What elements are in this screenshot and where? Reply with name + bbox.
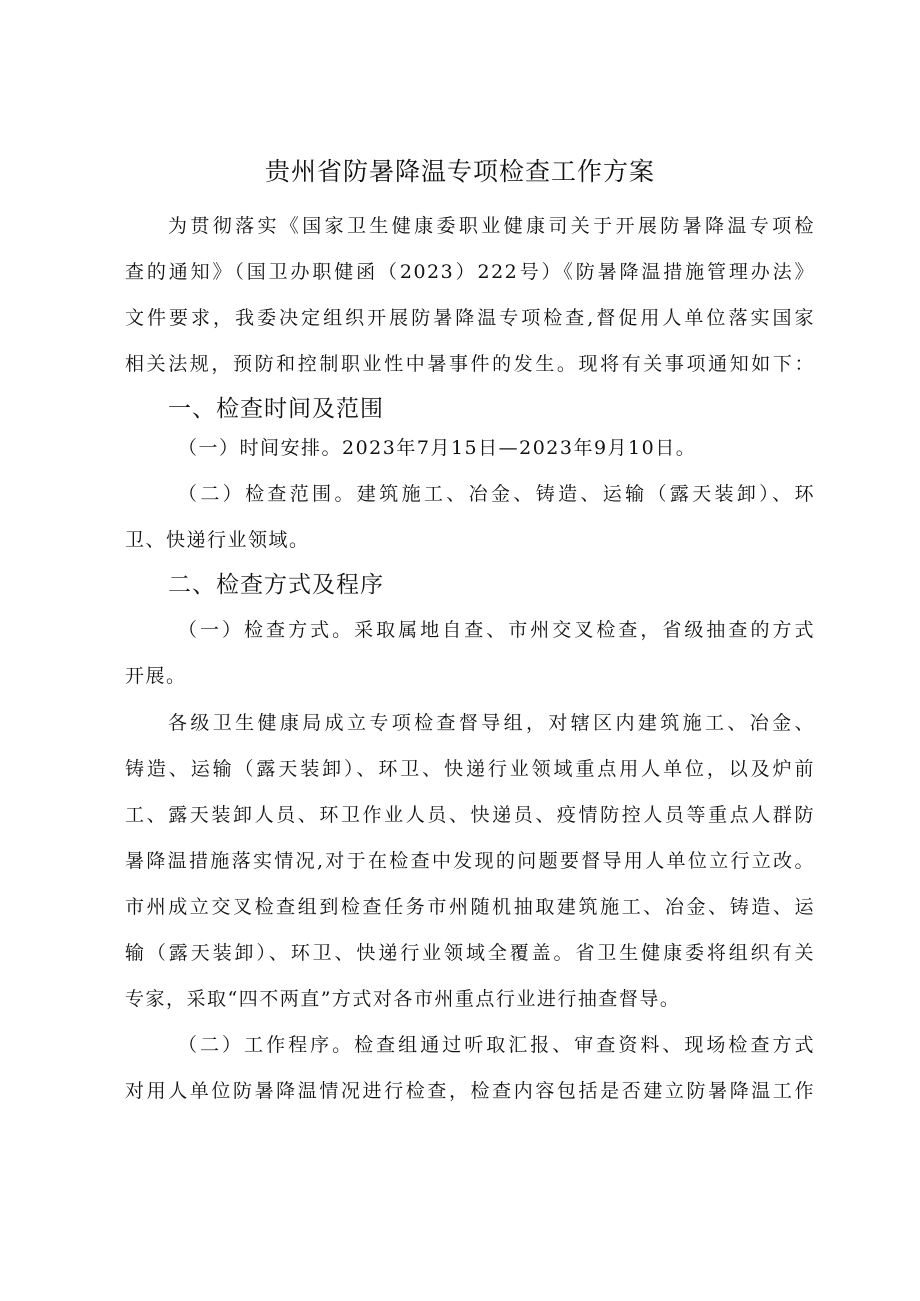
section2-para-line-6: 输（露天装卸）、环卫、快递行业领域全覆盖。省卫生健康委将组织有关 [125, 942, 815, 964]
intro-line-3: 文件要求，我委决定组织开展防暑降温专项检查,督促用人单位落实国家 [125, 307, 815, 329]
section1-item1-line-1: （一）时间安排。2023年7月15日—2023年9月10日。 [178, 437, 697, 459]
section2-item2-line-2: 对用人单位防暑降温情况进行检查，检查内容包括是否建立防暑降温工作 [125, 1080, 815, 1102]
section2-para-line-7: 专家，采取“四不两直”方式对各市州重点行业进行抽查督导。 [125, 988, 681, 1010]
section1-heading: 一、检查时间及范围 [168, 396, 384, 422]
section2-item2-line-1: （二）工作程序。检查组通过听取汇报、审查资料、现场检查方式 [178, 1034, 815, 1056]
section2-para-line-4: 暑降温措施落实情况,对于在检查中发现的问题要督导用人单位立行立改。 [125, 850, 815, 872]
intro-line-2: 查的通知》（国卫办职健函（2023）222号）《防暑降温措施管理办法》 [125, 261, 815, 283]
section2-heading: 二、检查方式及程序 [168, 572, 384, 598]
section2-item1-line-2: 开展。 [125, 665, 187, 687]
section2-item1-line-1: （一）检查方式。采取属地自查、市州交叉检查，省级抽查的方式 [178, 619, 815, 641]
section2-para-line-5: 市州成立交叉检查组到检查任务市州随机抽取建筑施工、冶金、铸造、运 [125, 896, 815, 918]
section2-para-line-1: 各级卫生健康局成立专项检查督导组，对辖区内建筑施工、冶金、 [168, 712, 815, 734]
section2-para-line-2: 铸造、运输（露天装卸）、环卫、快递行业领域重点用人单位，以及炉前 [125, 758, 815, 780]
section2-para-line-3: 工、露天装卸人员、环卫作业人员、快递员、疫情防控人员等重点人群防 [125, 804, 815, 826]
intro-line-1: 为贯彻落实《国家卫生健康委职业健康司关于开展防暑降温专项检 [168, 215, 815, 237]
section1-item2-line-2: 卫、快递行业领域。 [125, 529, 310, 551]
document-title: 贵州省防暑降温专项检查工作方案 [264, 157, 655, 186]
intro-line-4: 相关法规，预防和控制职业性中暑事件的发生。现将有关事项通知如下： [125, 353, 815, 375]
section1-item2-line-1: （二）检查范围。建筑施工、冶金、铸造、运输（露天装卸）、环 [178, 483, 815, 505]
